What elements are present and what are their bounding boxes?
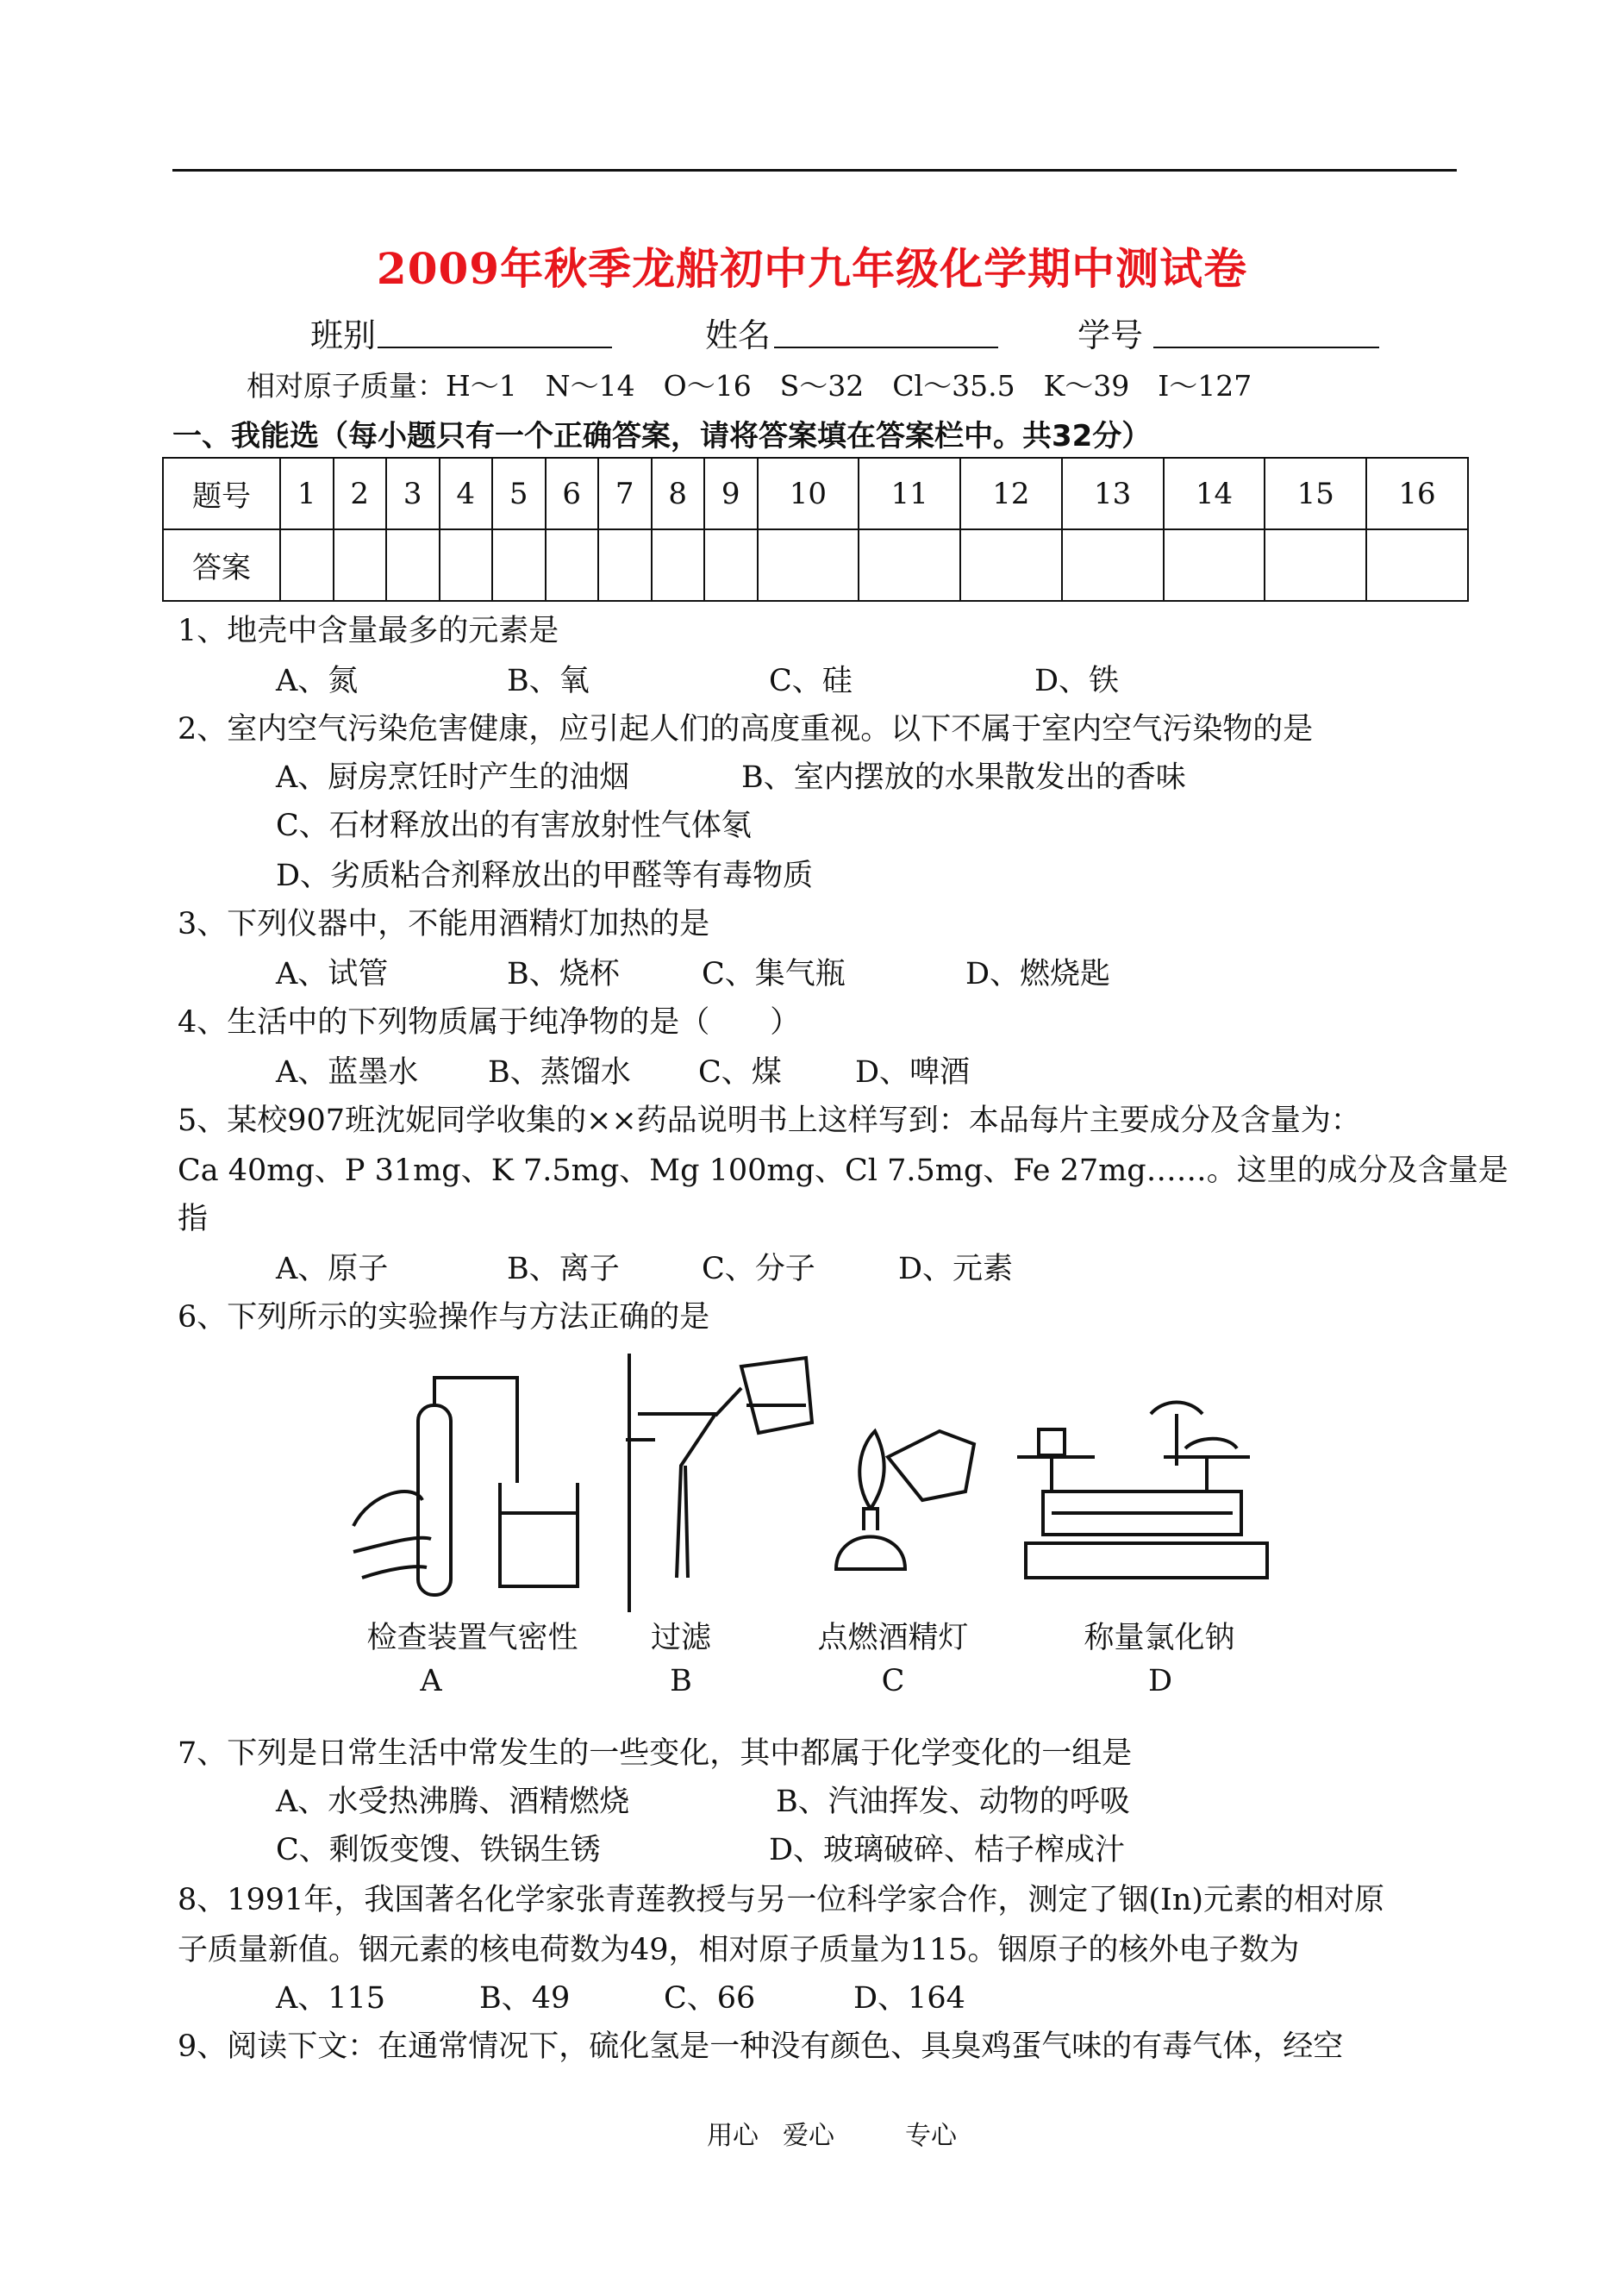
answer-number: 9 bbox=[704, 458, 758, 529]
answer-cell[interactable] bbox=[859, 529, 960, 601]
q8-option-c: C、66 bbox=[664, 1981, 756, 2016]
answer-number: 16 bbox=[1366, 458, 1468, 529]
q7-option-a: A、水受热沸腾、酒精燃烧 bbox=[276, 1785, 630, 1819]
q4-stem: 4、生活中的下列物质属于纯净物的是（ ） bbox=[178, 1005, 801, 1040]
q8-option-b: B、49 bbox=[479, 1981, 571, 2016]
answer-cell[interactable] bbox=[598, 529, 652, 601]
q5-option-a: A、原子 bbox=[276, 1252, 389, 1286]
figure-c-letter: C bbox=[881, 1664, 905, 1698]
q4-option-d: D、啤酒 bbox=[855, 1055, 971, 1090]
answer-cell[interactable] bbox=[386, 529, 440, 601]
footer-text-3: 专心 bbox=[905, 2121, 957, 2151]
q8-line-2: 子质量新值。铟元素的核电荷数为49，相对原子质量为115。铟原子的核外电子数为 bbox=[178, 1933, 1300, 1967]
q2-option-a: A、厨房烹饪时产生的油烟 bbox=[276, 760, 630, 795]
footer-text-1: 用心 bbox=[707, 2121, 759, 2151]
q5-option-d: D、元素 bbox=[898, 1252, 1014, 1286]
exam-title: 2009年秋季龙船初中九年级化学期中测试卷 bbox=[376, 243, 1248, 294]
q1-option-b: B、氧 bbox=[507, 664, 590, 698]
answer-cell[interactable] bbox=[758, 529, 859, 601]
answer-cell[interactable] bbox=[1366, 529, 1468, 601]
q8-option-d: D、164 bbox=[853, 1981, 965, 2016]
answer-number: 3 bbox=[386, 458, 440, 529]
q7-stem: 7、下列是日常生活中常发生的一些变化，其中都属于化学变化的一组是 bbox=[178, 1736, 1133, 1771]
answer-cell[interactable] bbox=[704, 529, 758, 601]
q5-option-b: B、离子 bbox=[507, 1252, 620, 1286]
q2-stem: 2、室内空气污染危害健康，应引起人们的高度重视。以下不属于室内空气污染物的是 bbox=[178, 712, 1314, 747]
name-blank[interactable] bbox=[774, 347, 998, 348]
answer-number: 5 bbox=[492, 458, 546, 529]
figure-c-caption: 点燃酒精灯 bbox=[817, 1621, 969, 1655]
answer-table-number-head: 题号 bbox=[163, 458, 280, 529]
figure-d-letter: D bbox=[1147, 1664, 1173, 1698]
answer-number: 15 bbox=[1265, 458, 1366, 529]
q1-option-d: D、铁 bbox=[1034, 664, 1120, 698]
answer-number: 8 bbox=[652, 458, 705, 529]
answer-number: 14 bbox=[1164, 458, 1265, 529]
answer-number: 7 bbox=[598, 458, 652, 529]
q2-option-d: D、劣质粘合剂释放出的甲醛等有毒物质 bbox=[276, 859, 814, 893]
q5-option-c: C、分子 bbox=[702, 1252, 815, 1286]
answer-number: 6 bbox=[546, 458, 599, 529]
section-1-heading: 一、我能选（每小题只有一个正确答案，请将答案填在答案栏中。共32分） bbox=[172, 419, 1152, 453]
q1-stem: 1、地壳中含量最多的元素是 bbox=[178, 614, 559, 648]
q9-line-1: 9、阅读下文：在通常情况下，硫化氢是一种没有颜色、具臭鸡蛋气味的有毒气体，经空 bbox=[178, 2029, 1344, 2064]
filtration-figure bbox=[626, 1354, 812, 1612]
q4-option-c: C、煤 bbox=[698, 1055, 782, 1090]
q8-line-1: 8、1991年，我国著名化学家张青莲教授与另一位科学家合作，测定了铟(In)元素的相对原 bbox=[178, 1883, 1385, 1917]
q3-option-b: B、烧杯 bbox=[507, 957, 620, 991]
q3-option-c: C、集气瓶 bbox=[702, 957, 846, 991]
q3-stem: 3、下列仪器中，不能用酒精灯加热的是 bbox=[178, 907, 710, 941]
q6-stem: 6、下列所示的实验操作与方法正确的是 bbox=[178, 1300, 710, 1335]
answer-cell[interactable] bbox=[1265, 529, 1366, 601]
q3-option-d: D、燃烧匙 bbox=[965, 957, 1111, 991]
q2-option-b: B、室内摆放的水果散发出的香味 bbox=[741, 760, 1186, 795]
class-label: 班别 bbox=[310, 316, 377, 354]
answer-number: 4 bbox=[440, 458, 493, 529]
figure-a-letter: A bbox=[420, 1664, 442, 1698]
number-blank[interactable] bbox=[1153, 347, 1379, 348]
answer-table-answer-head: 答案 bbox=[163, 529, 280, 601]
answer-cell[interactable] bbox=[960, 529, 1062, 601]
answer-table bbox=[162, 457, 1469, 602]
figure-b-letter: B bbox=[670, 1664, 692, 1698]
q5-line-1: 5、某校907班沈妮同学收集的××药品说明书上这样写到：本品每片主要成分及含量为： bbox=[178, 1104, 1361, 1138]
answer-cell[interactable] bbox=[546, 529, 599, 601]
q7-option-c: C、剩饭变馊、铁锅生锈 bbox=[276, 1833, 601, 1867]
q7-option-d: D、玻璃破碎、桔子榨成汁 bbox=[769, 1833, 1126, 1867]
answer-cell[interactable] bbox=[280, 529, 334, 601]
q2-option-c: C、石材释放出的有害放射性气体氡 bbox=[276, 809, 752, 843]
atomic-mass-line: 相对原子质量：H～1 N～14 O～16 S～32 Cl～35.5 K～39 I～127 bbox=[247, 369, 1252, 403]
lighting-alcohol-lamp-figure bbox=[836, 1431, 974, 1569]
header-rule bbox=[172, 169, 1457, 172]
q1-option-c: C、硅 bbox=[769, 664, 853, 698]
q8-option-a: A、115 bbox=[276, 1981, 386, 2016]
answer-cell[interactable] bbox=[440, 529, 493, 601]
answer-number: 10 bbox=[758, 458, 859, 529]
q3-option-a: A、试管 bbox=[276, 957, 389, 991]
answer-cell[interactable] bbox=[1164, 529, 1265, 601]
q7-option-b: B、汽油挥发、动物的呼吸 bbox=[776, 1785, 1130, 1819]
q4-option-a: A、蓝墨水 bbox=[276, 1055, 419, 1090]
answer-number: 12 bbox=[960, 458, 1062, 529]
q6-apparatus-figures bbox=[336, 1354, 1302, 1629]
q5-line-3: 指 bbox=[178, 1202, 209, 1236]
answer-number: 2 bbox=[334, 458, 387, 529]
answer-cell[interactable] bbox=[1062, 529, 1164, 601]
answer-table-number-row bbox=[163, 458, 1468, 529]
number-label: 学号 bbox=[1077, 316, 1144, 354]
balance-weighing-figure bbox=[1017, 1402, 1267, 1578]
figure-d-caption: 称量氯化钠 bbox=[1084, 1621, 1235, 1655]
answer-cell[interactable] bbox=[334, 529, 387, 601]
figure-b-caption: 过滤 bbox=[650, 1621, 711, 1655]
airtightness-check-figure bbox=[353, 1378, 578, 1595]
answer-cell[interactable] bbox=[652, 529, 705, 601]
footer-text-2: 爱心 bbox=[783, 2121, 834, 2151]
name-label: 姓名 bbox=[705, 316, 771, 354]
answer-number: 1 bbox=[280, 458, 334, 529]
q1-option-a: A、氮 bbox=[276, 664, 359, 698]
q4-option-b: B、蒸馏水 bbox=[488, 1055, 631, 1090]
answer-cell[interactable] bbox=[492, 529, 546, 601]
answer-number: 13 bbox=[1062, 458, 1164, 529]
q5-line-2: Ca 40mg、P 31mg、K 7.5mg、Mg 100mg、Cl 7.5mg、Fe 27mg……。这里的成分及含量是 bbox=[178, 1154, 1508, 1188]
class-blank[interactable] bbox=[378, 347, 612, 348]
answer-number: 11 bbox=[859, 458, 960, 529]
answer-table-answer-row bbox=[163, 529, 1468, 601]
figure-a-caption: 检查装置气密性 bbox=[366, 1621, 578, 1655]
